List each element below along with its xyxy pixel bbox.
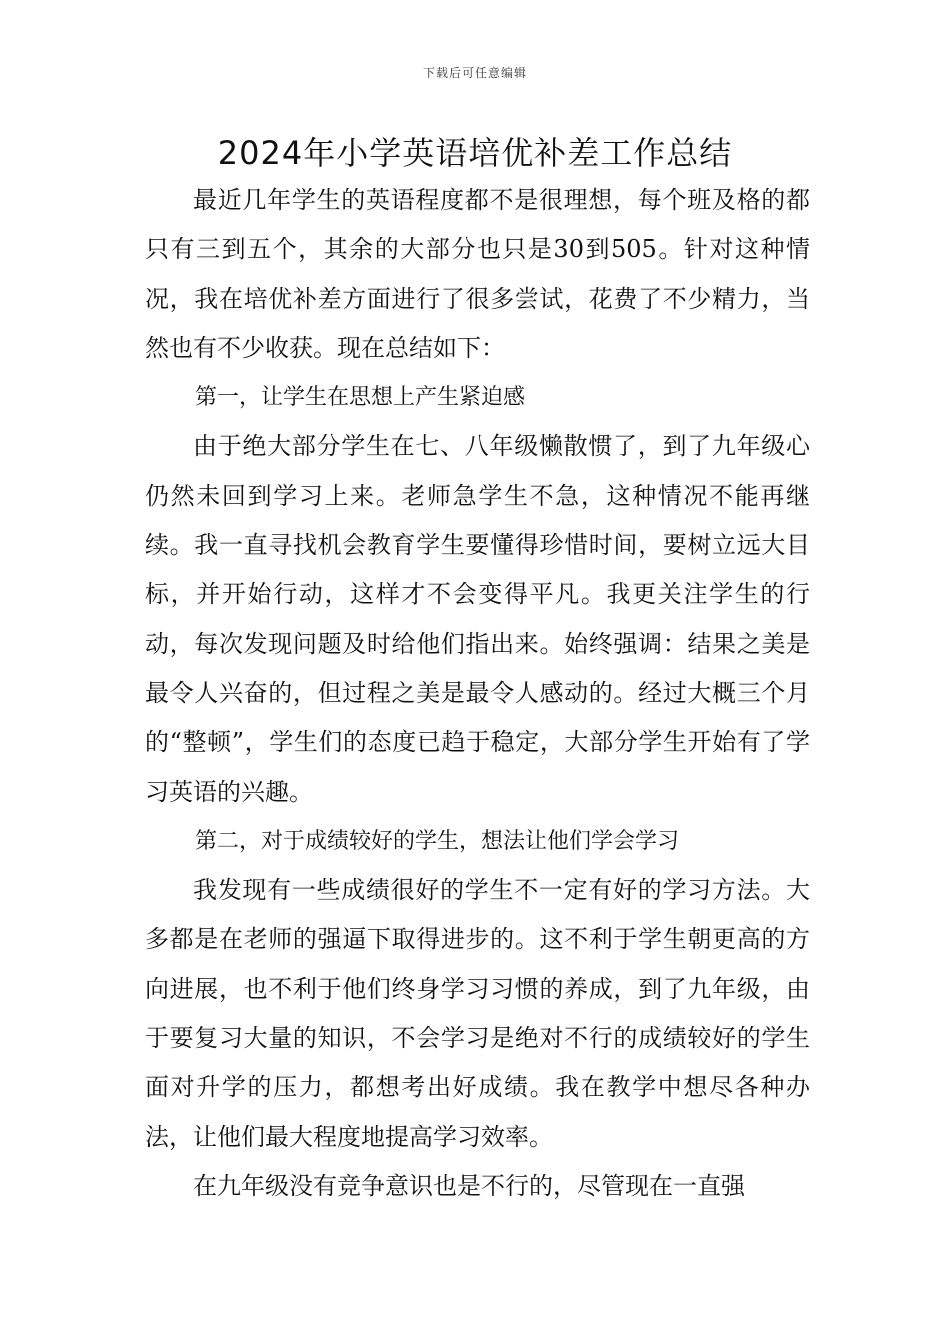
paragraph-section-1: 由于绝大部分学生在七、八年级懒散惯了，到了九年级心仍然未回到学习上来。老师急学生不急，这种情况不能再继续。我一直寻找机会教育学生要懂得珍惜时间，要树立远大目标，并开始行动，这样才不会变得平凡。我更关注学生的行动，每次发现问题及时给他们指出来。始终强调：结果之美是最令人兴奋的，但过程之美是最令人感动的。经过大概三个月的“整顿”，学生们的态度已趋于稳定，大部分学生开始有了学习英语的兴趣。 (145, 432, 810, 806)
header-note: 下载后可任意编辑 (422, 66, 527, 80)
section-heading-1: 第一，让学生在思想上产生紧迫感 (195, 385, 526, 411)
section-heading-2: 第二，对于成绩较好的学生，想法让他们学会学习 (195, 828, 680, 854)
document-title: 2024年小学英语培优补差工作总结 (217, 134, 733, 172)
document-body (145, 176, 810, 1211)
paragraph-competition: 在九年级没有竞争意识也是不行的，尽管现在一直强 (193, 1171, 745, 1200)
paragraph-intro: 最近几年学生的英语程度都不是很理想，每个班及格的都只有三到五个，其余的大部分也只是30到505。针对这种情况，我在培优补差方面进行了很多尝试，花费了不少精力，当然也有不少收获。现在总结如下： (145, 186, 810, 362)
paragraph-section-2: 我发现有一些成绩很好的学生不一定有好的学习方法。大多都是在老师的强逼下取得进步的。这不利于学生朝更高的方向进展，也不利于他们终身学习习惯的养成，到了九年级，由于要复习大量的知识，不会学习是绝对不行的成绩较好的学生面对升学的压力，都想考出好成绩。我在教学中想尽各种办法，让他们最大程度地提高学习效率。 (145, 876, 810, 1151)
